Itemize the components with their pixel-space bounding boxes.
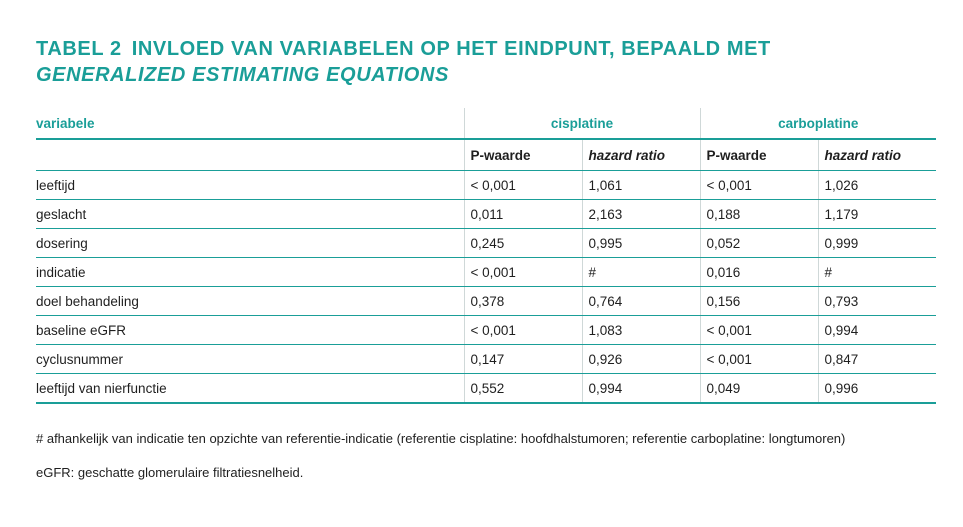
- cell-hr-cis: 0,995: [582, 229, 700, 258]
- cell-p-cis: < 0,001: [464, 171, 582, 200]
- cell-hr-carbo: 1,179: [818, 200, 936, 229]
- row-variable: indicatie: [36, 258, 464, 287]
- cell-hr-cis: 1,061: [582, 171, 700, 200]
- cell-p-cis: 0,245: [464, 229, 582, 258]
- title-text: INVLOED VAN VARIABELEN OP HET EINDPUNT, BEPAALD MET: [131, 38, 771, 60]
- cell-hr-carbo: 0,847: [818, 345, 936, 374]
- row-variable: baseline eGFR: [36, 316, 464, 345]
- cell-p-cis: 0,147: [464, 345, 582, 374]
- cell-p-cis: 0,011: [464, 200, 582, 229]
- cell-p-carbo: < 0,001: [700, 316, 818, 345]
- sub-header-hr-carbo: hazard ratio: [818, 139, 936, 171]
- footnote-egfr: eGFR: geschatte glomerulaire filtratiesnelheid.: [36, 465, 304, 480]
- cell-p-carbo: 0,052: [700, 229, 818, 258]
- cell-hr-cis: 0,926: [582, 345, 700, 374]
- title-subtitle: GENERALIZED ESTIMATING EQUATIONS: [36, 64, 449, 86]
- sub-header-hr-cis: hazard ratio: [582, 139, 700, 171]
- table-row: [36, 287, 936, 316]
- cell-p-cis: 0,378: [464, 287, 582, 316]
- group-header-cisplatine: cisplatine: [464, 108, 700, 139]
- sub-header-empty: [36, 139, 464, 171]
- cell-hr-carbo: 0,994: [818, 316, 936, 345]
- table-row: [36, 374, 936, 404]
- table-row: [36, 200, 936, 229]
- row-variable: leeftijd van nierfunctie: [36, 374, 464, 404]
- row-variable: leeftijd: [36, 171, 464, 200]
- row-variable: dosering: [36, 229, 464, 258]
- table-row: [36, 345, 936, 374]
- row-variable: cyclusnummer: [36, 345, 464, 374]
- cell-p-cis: < 0,001: [464, 316, 582, 345]
- variable-header: variabele: [36, 108, 464, 139]
- cell-hr-carbo: 0,996: [818, 374, 936, 404]
- table-number: TABEL 2: [36, 38, 122, 60]
- cell-p-carbo: 0,016: [700, 258, 818, 287]
- group-header-carboplatine: carboplatine: [700, 108, 936, 139]
- table-row: [36, 229, 936, 258]
- cell-hr-cis: 2,163: [582, 200, 700, 229]
- cell-p-carbo: 0,156: [700, 287, 818, 316]
- table-title: [36, 36, 771, 88]
- cell-hr-carbo: 0,999: [818, 229, 936, 258]
- cell-hr-cis: 1,083: [582, 316, 700, 345]
- footnote-indicatie: # afhankelijk van indicatie ten opzichte van referentie-indicatie (referentie cisplatine: hoofdhalstumoren; referentie carboplatine: longtumoren): [36, 431, 846, 446]
- sub-header-p-carbo: P-waarde: [700, 139, 818, 171]
- table-notes: [36, 430, 926, 498]
- group-header-row: [36, 108, 936, 139]
- cell-p-carbo: < 0,001: [700, 345, 818, 374]
- cell-p-carbo: 0,049: [700, 374, 818, 404]
- row-variable: doel behandeling: [36, 287, 464, 316]
- cell-hr-carbo: 0,793: [818, 287, 936, 316]
- table-row: [36, 316, 936, 345]
- cell-hr-cis: 0,764: [582, 287, 700, 316]
- cell-p-carbo: < 0,001: [700, 171, 818, 200]
- cell-hr-cis: 0,994: [582, 374, 700, 404]
- cell-p-carbo: 0,188: [700, 200, 818, 229]
- sub-header-p-cis: P-waarde: [464, 139, 582, 171]
- table-row: [36, 171, 936, 200]
- cell-p-cis: 0,552: [464, 374, 582, 404]
- cell-hr-carbo: 1,026: [818, 171, 936, 200]
- cell-hr-cis: #: [582, 258, 700, 287]
- results-table: [36, 108, 936, 404]
- cell-p-cis: < 0,001: [464, 258, 582, 287]
- cell-hr-carbo: #: [818, 258, 936, 287]
- table-row: [36, 258, 936, 287]
- row-variable: geslacht: [36, 200, 464, 229]
- sub-header-row: [36, 139, 936, 171]
